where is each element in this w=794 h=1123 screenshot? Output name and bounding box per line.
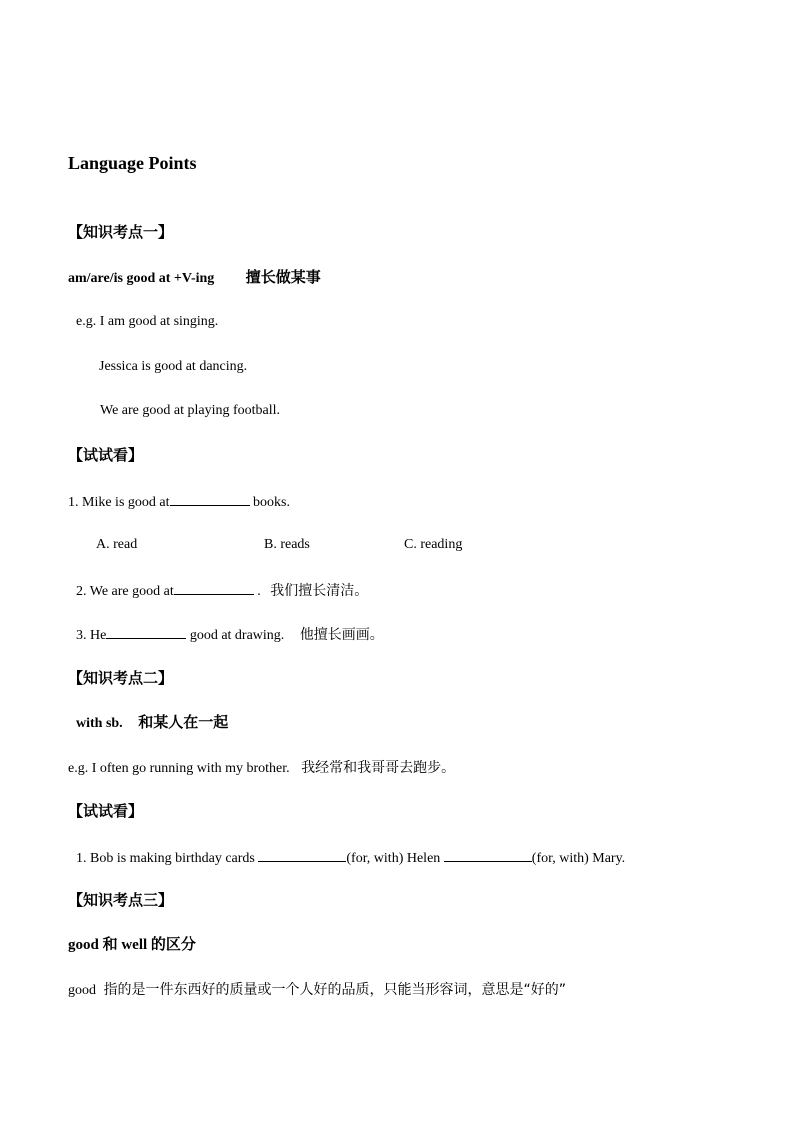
section2-phrase: with sb. (76, 716, 123, 731)
q2-blank[interactable] (174, 580, 254, 595)
section3-desc-cn: 指的是一件东西好的质量或一个人好的品质，只能当形容词，意思是“好的” (103, 982, 567, 998)
section1-phrase-cn: 擅长做某事 (245, 268, 321, 286)
section1-example-1: e.g. I am good at singing. (76, 314, 219, 329)
q1-option-c: C. reading (404, 537, 463, 552)
section2-heading: 【知识考点二】 (68, 669, 174, 687)
section2-phrase-cn: 和某人在一起 (138, 713, 229, 731)
p2-q1-blank-1[interactable] (258, 847, 346, 862)
section1-example-2: Jessica is good at dancing. (99, 359, 248, 374)
practice1-question-1 (68, 491, 290, 512)
section3-desc-en: good (68, 983, 100, 998)
q1-prefix: 1. Mike is good at (68, 495, 170, 510)
section3-desc-line (68, 981, 566, 1000)
section2-example-line (68, 759, 455, 778)
section2-example: e.g. I often go running with my brother. (68, 761, 290, 776)
q2-prefix: 2. We are good at (76, 584, 174, 599)
q2-suffix: . (253, 584, 261, 599)
section3-phrase: good 和 well 的区分 (68, 937, 196, 953)
q1-option-a: A. read (96, 537, 138, 552)
practice2-question-1 (76, 847, 625, 868)
page-title: Language Points (68, 153, 197, 173)
practice2-heading: 【试试看】 (68, 802, 144, 820)
practice1-heading: 【试试看】 (68, 446, 144, 464)
q2-cn: 我们擅长清洁。 (270, 583, 369, 599)
p2-q1-part-c: (for, with) Mary. (531, 851, 626, 866)
section1-phrase-line (68, 268, 321, 288)
q3-blank[interactable] (106, 624, 186, 639)
p2-q1-part-b: (for, with) Helen (346, 851, 444, 866)
q1-option-b: B. reads (264, 537, 310, 552)
q1-suffix: books. (249, 495, 290, 510)
section1-heading: 【知识考点一】 (68, 223, 174, 241)
section2-example-cn: 我经常和我哥哥去跑步。 (301, 760, 456, 776)
q3-prefix: 3. He (76, 628, 107, 643)
p2-q1-part-a: 1. Bob is making birthday cards (76, 851, 259, 866)
practice1-question-3 (76, 624, 384, 645)
section1-phrase: am/are/is good at +V-ing (68, 271, 215, 286)
section3-heading: 【知识考点三】 (68, 891, 174, 909)
section2-phrase-line (76, 713, 228, 733)
practice1-question-2 (76, 580, 368, 601)
q1-blank[interactable] (170, 491, 250, 506)
q3-cn: 他擅长画画。 (299, 627, 384, 643)
section1-example-3: We are good at playing football. (100, 403, 281, 418)
p2-q1-blank-2[interactable] (444, 847, 532, 862)
q3-suffix: good at drawing. (186, 628, 285, 643)
